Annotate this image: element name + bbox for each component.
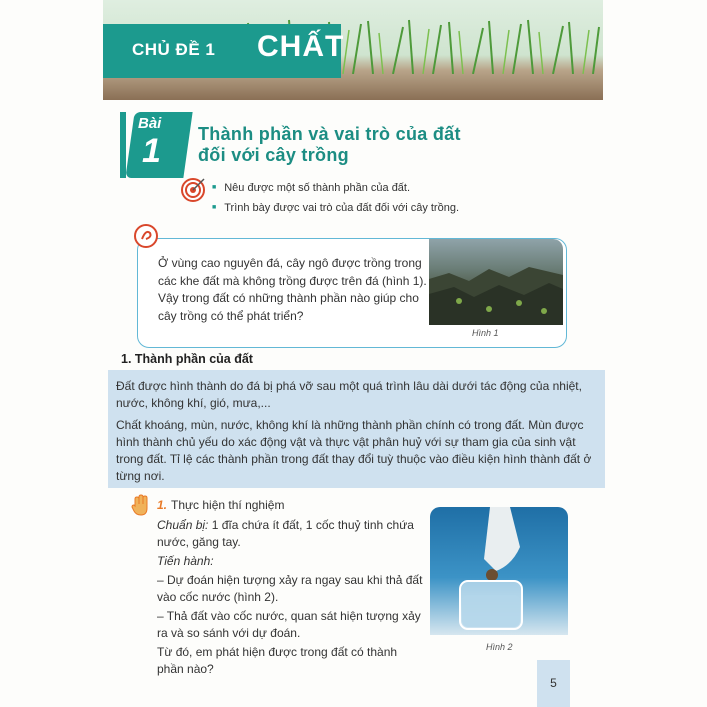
activity-step: – Thả đất vào cốc nước, quan sát hiện tượng xảy ra và so sánh với dự đoán. (157, 609, 421, 640)
objectives-list (212, 178, 459, 218)
hand-icon (131, 494, 151, 516)
glass-of-water-image (430, 507, 568, 635)
figure2-caption: Hình 2 (486, 642, 513, 652)
lesson-title-line1: Thành phần và vai trò của đất (198, 124, 461, 144)
steps-label: Tiến hành: (157, 554, 214, 568)
activity-number: 1. (157, 498, 168, 512)
topic-label: CHỦ ĐỀ 1 (132, 40, 216, 59)
intro-text: Ở vùng cao nguyên đá, cây ngô được trồng trong các khe đất mà không trồng được trên đá (hình 1). Vậy trong đất có những thành phần nào giúp cho cây trồng có thể phát triển? (158, 256, 427, 323)
page-number: 5 (550, 676, 557, 690)
lesson-accent-line (120, 112, 126, 178)
rock-field-image (429, 239, 563, 325)
prep-label: Chuẩn bị: (157, 518, 209, 532)
target-icon (180, 176, 206, 202)
figure1-caption: Hình 1 (472, 328, 499, 338)
experiment-photo (430, 507, 568, 635)
activity-title (157, 498, 284, 512)
objective-item: ■ Trình bày được vai trò của đất đối với cây trồng. (212, 198, 459, 218)
activity-title-text: Thực hiện thí nghiệm (171, 498, 285, 512)
definition-text (116, 378, 600, 490)
definition-paragraph: Chất khoáng, mùn, nước, không khí là những thành phần chính có trong đất. Mùn được hình thành chủ yếu do xác động vật và thực vật phân huỷ với sự tham gia của sinh vật trong đất. Tỉ lệ các thành phần trong đất thay đổi tuỳ thuộc vào điều kiện hình thành đất ở từng nơi. (116, 418, 592, 483)
prep-text: 1 đĩa chứa ít đất, 1 cốc thuỷ tinh chứa nước, găng tay. (157, 518, 414, 549)
lesson-title-line2: đối với cây trồng (198, 145, 349, 165)
lesson-label: Bài (138, 115, 162, 132)
activity-step: – Dự đoán hiện tượng xảy ra ngay sau khi thả đất vào cốc nước (hình 2). (157, 573, 423, 604)
activity-question: Từ đó, em phát hiện được trong đất có thành phần nào? (157, 645, 398, 676)
section-title: 1. Thành phần của đất (121, 352, 253, 366)
objective-item: ■ Nêu được một số thành phần của đất. (212, 178, 459, 198)
lesson-title (198, 124, 461, 166)
lesson-number: 1 (142, 132, 161, 170)
activity-prep (157, 517, 427, 551)
definition-paragraph: Đất được hình thành do đá bị phá vỡ sau một quá trình lâu dài dưới tác động của nhiệt, nước, không khí, gió, mưa,... (116, 379, 582, 410)
rocky-highland-photo (429, 239, 563, 325)
topic-title: CHẤT (257, 30, 345, 63)
activity-body (157, 517, 427, 680)
question-bubble-icon (134, 224, 158, 248)
